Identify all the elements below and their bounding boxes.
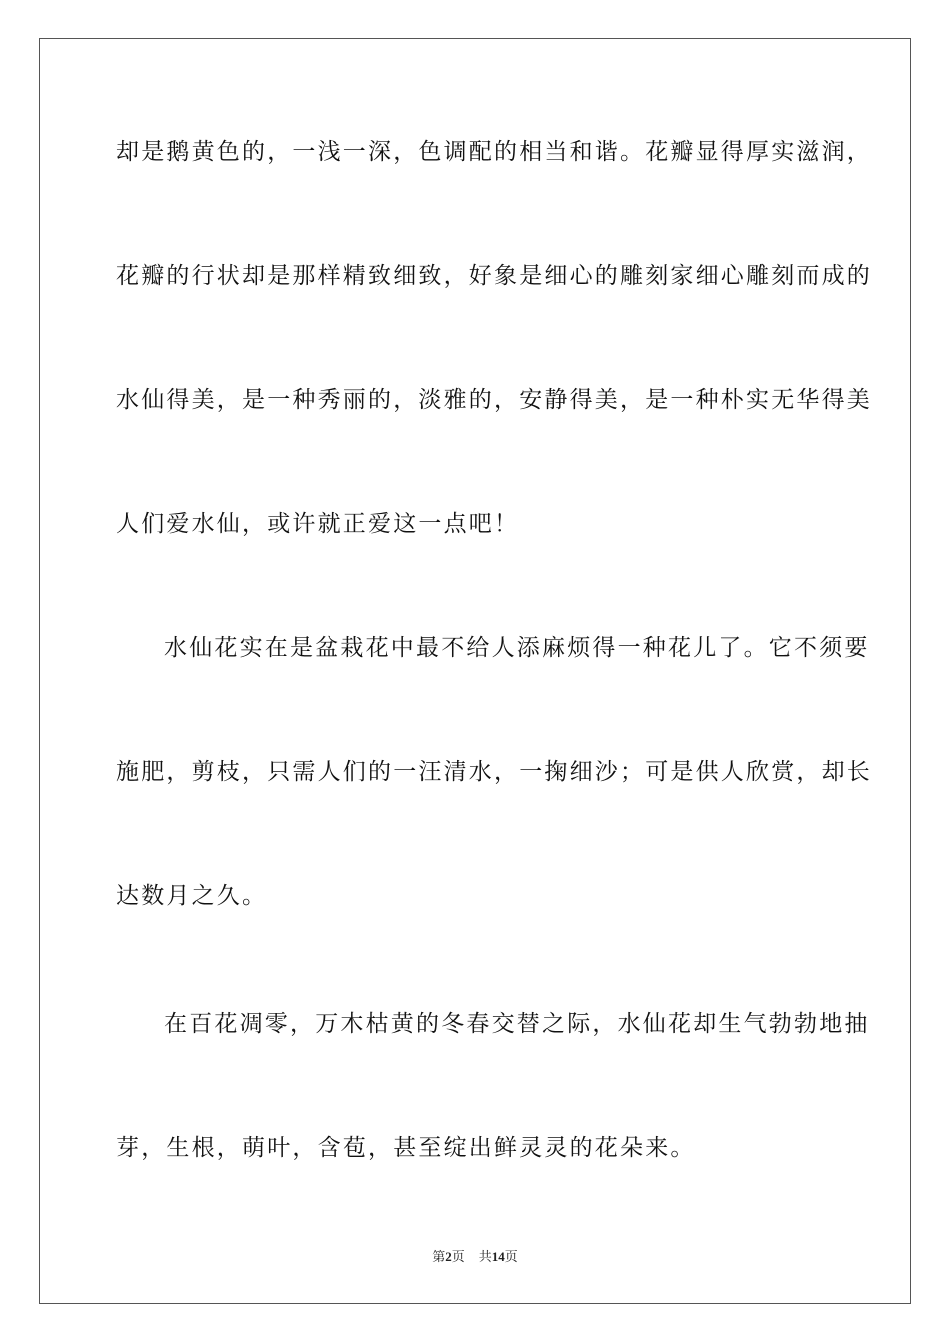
paragraph-line: 达数月之久。: [116, 883, 268, 909]
paragraph-line: 水仙花实在是盆栽花中最不给人添麻烦得一种花儿了。它不须要: [164, 635, 870, 661]
paragraph-line: 水仙得美，是一种秀丽的，淡雅的，安静得美，是一种朴实无华得美: [116, 387, 872, 413]
paragraph-line: 施肥，剪枝，只需人们的一汪清水，一掬细沙；可是供人欣赏，却长: [116, 759, 872, 785]
paragraph-line: 在百花凋零，万木枯黄的冬春交替之际，水仙花却生气勃勃地抽: [164, 1011, 870, 1037]
total-pages-label: 共14页: [478, 1249, 518, 1264]
page-border: [39, 38, 911, 1304]
paragraph-line: 人们爱水仙，或许就正爱这一点吧！: [116, 511, 520, 537]
paragraph-line: 却是鹅黄色的，一浅一深，色调配的相当和谐。花瓣显得厚实滋润，: [116, 139, 872, 165]
page-number-label: 第2页: [432, 1249, 465, 1264]
paragraph-line: 花瓣的行状却是那样精致细致，好象是细心的雕刻家细心雕刻而成的: [116, 263, 872, 289]
paragraph-line: 芽，生根，萌叶，含苞，甚至绽出鲜灵灵的花朵来。: [116, 1135, 696, 1161]
page-footer: [0, 1246, 950, 1265]
